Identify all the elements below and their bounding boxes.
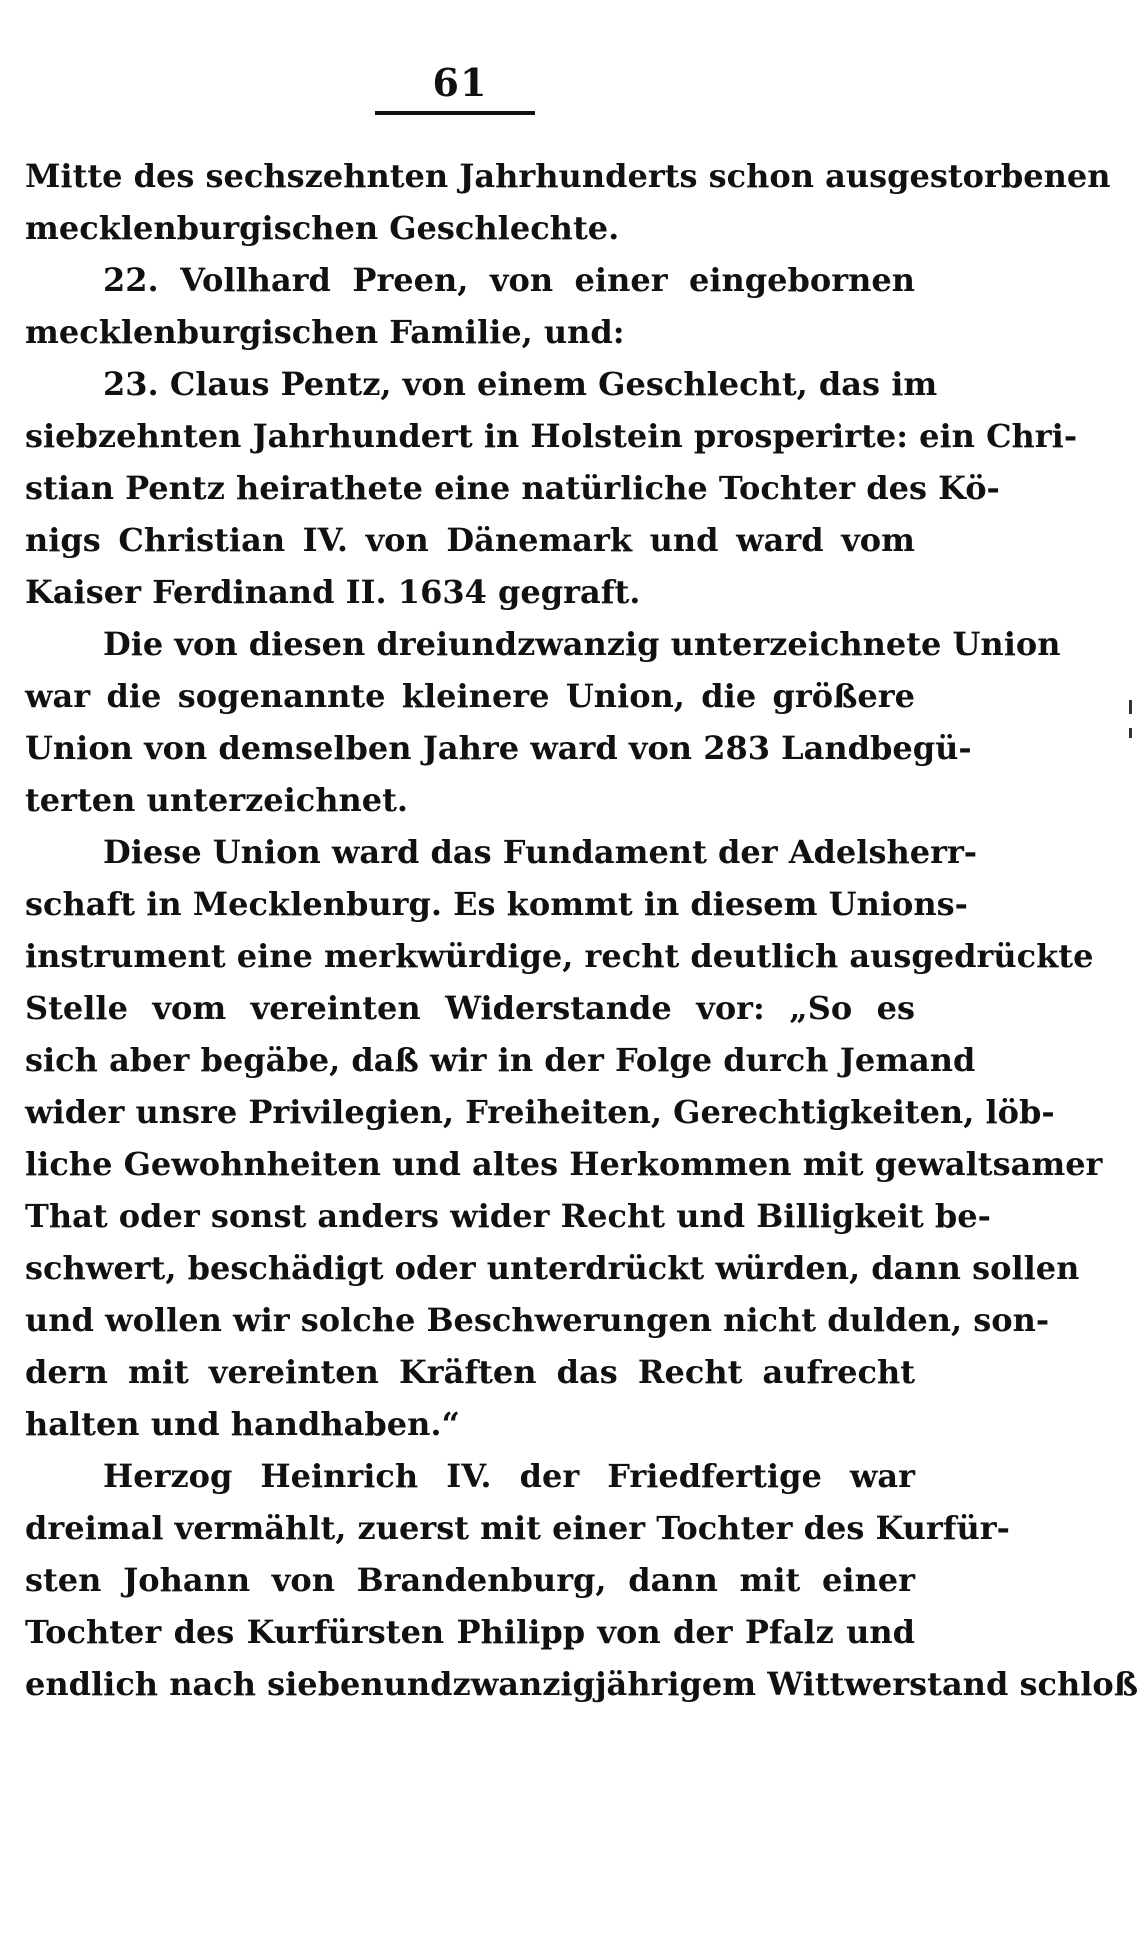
text-line: Mitte des sechszehnten Jahrhunderts schon ausgestorbenen bbox=[25, 157, 1111, 195]
text-line: liche Gewohnheiten und altes Herkommen mit gewaltsamer bbox=[25, 1145, 1103, 1183]
text-line: stian Pentz heirathete eine natürliche Tochter des Kö- bbox=[25, 469, 1000, 507]
text-line: That oder sonst anders wider Recht und Billigkeit be- bbox=[25, 1197, 991, 1235]
text-line: wider unsre Privilegien, Freiheiten, Gerechtigkeiten, löb- bbox=[25, 1093, 1055, 1131]
text-line: schwert, beschädigt oder unterdrückt würden, dann sollen bbox=[25, 1249, 1080, 1287]
text-line: mecklenburgischen Geschlechte. bbox=[25, 209, 620, 247]
text-line: dern mit vereinten Kräften das Recht aufrecht bbox=[25, 1353, 915, 1391]
text-line: Tochter des Kurfürsten Philipp von der Pfalz und bbox=[25, 1613, 915, 1651]
scan-edge-mark bbox=[1129, 728, 1132, 738]
text-line: Kaiser Ferdinand II. 1634 gegraft. bbox=[25, 573, 641, 611]
scan-edge-mark bbox=[1129, 700, 1132, 714]
text-line: dreimal vermählt, zuerst mit einer Tochter des Kurfür- bbox=[25, 1509, 1010, 1547]
text-line: schaft in Mecklenburg. Es kommt in diesem Unions- bbox=[25, 885, 968, 923]
text-line: halten und handhaben.“ bbox=[25, 1405, 460, 1443]
text-line: Stelle vom vereinten Widerstande vor: „So es bbox=[25, 989, 915, 1027]
page-number-rule bbox=[375, 111, 535, 115]
body-text bbox=[25, 150, 1138, 1710]
text-line: sten Johann von Brandenburg, dann mit einer bbox=[25, 1561, 915, 1599]
text-line: war die sogenannte kleinere Union, die größere bbox=[25, 677, 915, 715]
text-line: und wollen wir solche Beschwerungen nicht dulden, son- bbox=[25, 1301, 1050, 1339]
text-line: siebzehnten Jahrhundert in Holstein prosperirte: ein Chri- bbox=[25, 417, 1078, 455]
text-line: mecklenburgischen Familie, und: bbox=[25, 313, 625, 351]
text-line: instrument eine merkwürdige, recht deutlich ausgedrückte bbox=[25, 937, 1094, 975]
text-line: 22. Vollhard Preen, von einer eingebornen bbox=[103, 261, 915, 299]
text-line: terten unterzeichnet. bbox=[25, 781, 409, 819]
text-line: Diese Union ward das Fundament der Adelsherr- bbox=[103, 833, 978, 871]
text-line: endlich nach siebenundzwanzigjährigem Wittwerstand schloß bbox=[25, 1665, 1138, 1703]
text-line: sich aber begäbe, daß wir in der Folge durch Jemand bbox=[25, 1041, 976, 1079]
text-line: Union von demselben Jahre ward von 283 Landbegü- bbox=[25, 729, 972, 767]
page-number: 61 bbox=[432, 60, 488, 105]
text-line: Die von diesen dreiundzwanzig unterzeichnete Union bbox=[103, 625, 1061, 663]
text-line: 23. Claus Pentz, von einem Geschlecht, das im bbox=[103, 365, 938, 403]
text-line: nigs Christian IV. von Dänemark und ward vom bbox=[25, 521, 915, 559]
text-line: Herzog Heinrich IV. der Friedfertige war bbox=[103, 1457, 915, 1495]
